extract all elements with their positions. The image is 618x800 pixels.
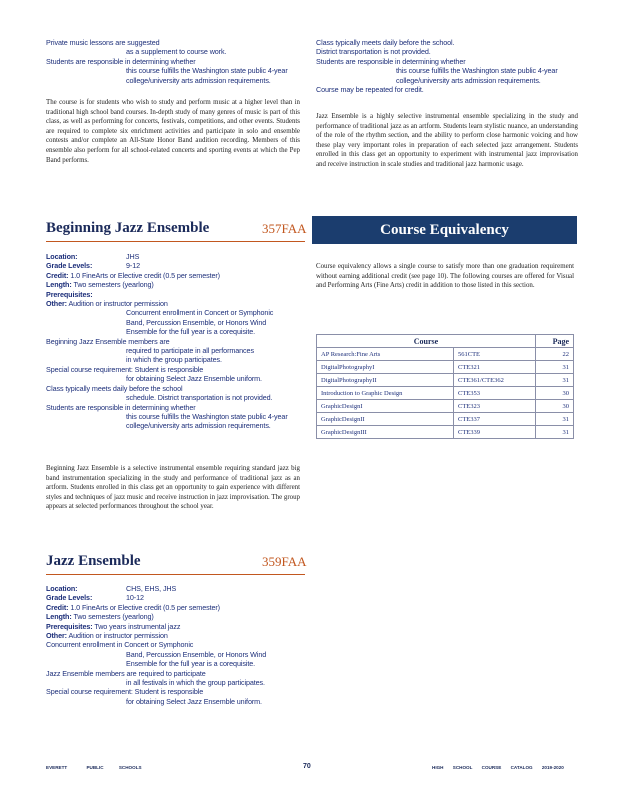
course-code-cell: CTE323: [454, 400, 536, 413]
top-right-description: Jazz Ensemble is a highly selective instrumental ensemble specializing in the study and performance of traditional jazz as an artform. Students learn stylistic nuance, an understanding of the role of the rhythm section, and the ability to perform close harmonic voicing and how these play very important roles in preparation of each selected jazz arrangement. Students enrolled in this class get an opportunity to experiment with instrumental jazz improvisation and receive instruction in scale studies and traditional jazz harmonic usage.: [316, 113, 578, 168]
section-title-jazz: Jazz Ensemble: [46, 553, 141, 569]
label-length: Length:: [46, 280, 72, 290]
value-credit: 1.0 FineArts or Elective credit (0.5 per semester): [70, 270, 220, 280]
course-details-jazz: [46, 584, 308, 706]
table-row: [317, 361, 574, 374]
requirement-line: Ensemble for the full year is a corequisite.: [126, 659, 256, 669]
requirement-line: District transportation is not provided.: [316, 47, 431, 57]
requirement-line: Special course requirement: Student is responsible: [46, 364, 204, 374]
requirement-line: Special course requirement: Student is responsible: [46, 687, 204, 697]
course-code-cell: 561CTE: [454, 348, 536, 361]
page-cell: 30: [535, 400, 573, 413]
value-location: CHS, EHS, JHS: [126, 584, 177, 593]
page-number: 70: [303, 763, 311, 770]
value-location: JHS: [126, 252, 140, 261]
requirement-line: Students are responsible in determining whether: [316, 56, 466, 66]
header-course: Course: [317, 335, 536, 348]
value-other: Audition or instructor permission: [68, 631, 168, 641]
table-row: [317, 387, 574, 400]
course-name-cell: GraphicDesignI: [317, 400, 454, 413]
footer-district-word-1: EVERETT: [46, 765, 68, 770]
label-grade-levels: Grade Levels:: [46, 593, 93, 603]
header-page: Page: [535, 335, 573, 348]
value-length: Two semesters (yearlong): [73, 280, 154, 290]
course-equivalency-table: [316, 334, 574, 439]
requirement-line: Students are responsible in determining whether: [46, 402, 196, 412]
requirement-line: Concurrent enrollment in Concert or Symphonic: [46, 640, 194, 650]
page-cell: 30: [535, 387, 573, 400]
requirement-line: college/university arts admission requirements.: [126, 421, 271, 431]
course-code-jazz: 359FAA: [262, 554, 307, 569]
footer-catalog-word-5: 2019-2020: [541, 765, 564, 770]
footer-district-word-3: SCHOOLS: [118, 765, 142, 770]
label-grade-levels: Grade Levels:: [46, 261, 93, 271]
course-name-cell: AP Research:Fine Arts: [317, 348, 454, 361]
footer-catalog-word-1: HIGH: [432, 765, 444, 770]
table-row: [317, 374, 574, 387]
value-prerequisites: Two years instrumental jazz: [94, 621, 181, 631]
table-row: [317, 426, 574, 439]
course-equivalency-banner: [312, 216, 577, 244]
footer-catalog-word-2: SCHOOL: [452, 765, 473, 770]
requirement-line: Jazz Ensemble members are required to participate: [46, 668, 206, 678]
requirement-line: Students are responsible in determining whether: [46, 56, 196, 66]
banner-title: Course Equivalency: [380, 222, 509, 238]
section-title-beginning-jazz: Beginning Jazz Ensemble: [46, 220, 210, 236]
requirement-line: Class typically meets daily before the school: [46, 383, 183, 393]
requirement-line: this course fulfills the Washington state public 4-year: [126, 66, 288, 76]
course-name-cell: GraphicDesignIII: [317, 426, 454, 439]
table-row: [317, 400, 574, 413]
footer-right: [432, 765, 564, 770]
footer-catalog-word-3: COURSE: [481, 765, 502, 770]
top-left-description: The course is for students who wish to study and perform music at a higher level than in traditional high school band courses. In-depth study of many genres of music is part of this class, as well as performing for concerts, festivals, competitions, and other events. Students are required to complete six enrichment activities and participate in solo and ensemble contests and/or complete an All-State Honor Band audition recording. Members of this ensemble also perform for all school-related concerts and sporting events at which the Pep Band performs.: [46, 99, 300, 164]
label-credit: Credit:: [46, 270, 69, 280]
label-other: Other:: [46, 299, 67, 309]
requirement-line: for obtaining Select Jazz Ensemble uniform.: [126, 374, 262, 384]
requirement-line: Ensemble for the full year is a corequisite.: [126, 327, 256, 337]
value-grade-levels: 9-12: [126, 261, 140, 271]
label-other: Other:: [46, 631, 67, 641]
divider-jazz: [46, 574, 305, 575]
course-equivalency-description: Course equivalency allows a single course to satisfy more than one graduation requirement without earning additional credit (see page 10). The following courses are offered for Visual and Performing Arts (Fine Arts) credit in addition to those listed in this section.: [316, 263, 574, 290]
value-other: Audition or instructor permission: [68, 299, 168, 309]
page-cell: 31: [535, 426, 573, 439]
description-beginning-jazz: Beginning Jazz Ensemble is a selective instrumental ensemble requiring standard jazz big band instrumentation specializing in the study and performance of traditional jazz as an artform. Students enrolled in this class get an opportunity to gain experience with different styles and techniques of jazz music and receive instruction in jazz improvisation. The group appears at selected performances throughout the school year.: [46, 465, 300, 511]
requirement-line: this course fulfills the Washington state public 4-year: [126, 411, 288, 421]
course-code-cell: CTE321: [454, 361, 536, 374]
requirement-line: in which the group participates.: [126, 355, 222, 365]
table-row: [317, 413, 574, 426]
requirement-line: college/university arts admission requirements.: [396, 75, 541, 85]
requirement-line: college/university arts admission requirements.: [126, 75, 271, 85]
requirement-line: Band, Percussion Ensemble, or Honors Wind: [126, 317, 267, 327]
top-left-requirements: [46, 38, 306, 85]
requirement-line: Private music lessons are suggested: [46, 38, 160, 47]
value-credit: 1.0 FineArts or Elective credit (0.5 per semester): [70, 602, 220, 612]
label-location: Location:: [46, 584, 78, 593]
table-row: [317, 348, 574, 361]
footer-catalog-word-4: CATALOG: [510, 765, 533, 770]
course-details-beginning-jazz: [46, 252, 308, 431]
requirement-line: Concurrent enrollment in Concert or Symphonic: [126, 308, 274, 318]
requirement-line: for obtaining Select Jazz Ensemble uniform.: [126, 696, 262, 706]
requirement-line: schedule. District transportation is not provided.: [126, 393, 273, 403]
requirement-line: Beginning Jazz Ensemble members are: [46, 336, 170, 346]
label-prerequisites: Prerequisites:: [46, 289, 93, 299]
course-name-cell: GraphicDesignII: [317, 413, 454, 426]
requirement-line: Class typically meets daily before the school.: [316, 38, 455, 47]
requirement-line: in all festivals in which the group participates.: [126, 678, 265, 688]
course-name-cell: Introduction to Graphic Design: [317, 387, 454, 400]
course-code-beginning-jazz: 357FAA: [262, 221, 307, 236]
divider-beginning-jazz: [46, 241, 305, 242]
requirement-line: this course fulfills the Washington state public 4-year: [396, 66, 558, 76]
label-prerequisites: Prerequisites:: [46, 621, 93, 631]
label-length: Length:: [46, 612, 72, 622]
course-code-cell: CTE353: [454, 387, 536, 400]
label-location: Location:: [46, 252, 78, 261]
table-header-row: [317, 335, 574, 348]
course-code-cell: CTE337: [454, 413, 536, 426]
page-cell: 31: [535, 413, 573, 426]
course-name-cell: DigitalPhotographyI: [317, 361, 454, 374]
requirement-line: as a supplement to course work.: [126, 47, 227, 57]
course-code-cell: CTE339: [454, 426, 536, 439]
value-length: Two semesters (yearlong): [73, 612, 154, 622]
top-right-requirements: [316, 38, 586, 94]
label-credit: Credit:: [46, 602, 69, 612]
course-name-cell: DigitalPhotographyII: [317, 374, 454, 387]
footer-district-word-2: PUBLIC: [86, 765, 104, 770]
requirement-line: Band, Percussion Ensemble, or Honors Wind: [126, 649, 267, 659]
value-grade-levels: 10-12: [126, 593, 144, 603]
page-cell: 31: [535, 361, 573, 374]
course-code-cell: CTE361/CTE362: [454, 374, 536, 387]
requirement-line: required to participate in all performances: [126, 346, 254, 356]
requirement-line: Course may be repeated for credit.: [316, 85, 424, 95]
page-cell: 22: [535, 348, 573, 361]
page-cell: 31: [535, 374, 573, 387]
footer-left: [46, 765, 142, 770]
